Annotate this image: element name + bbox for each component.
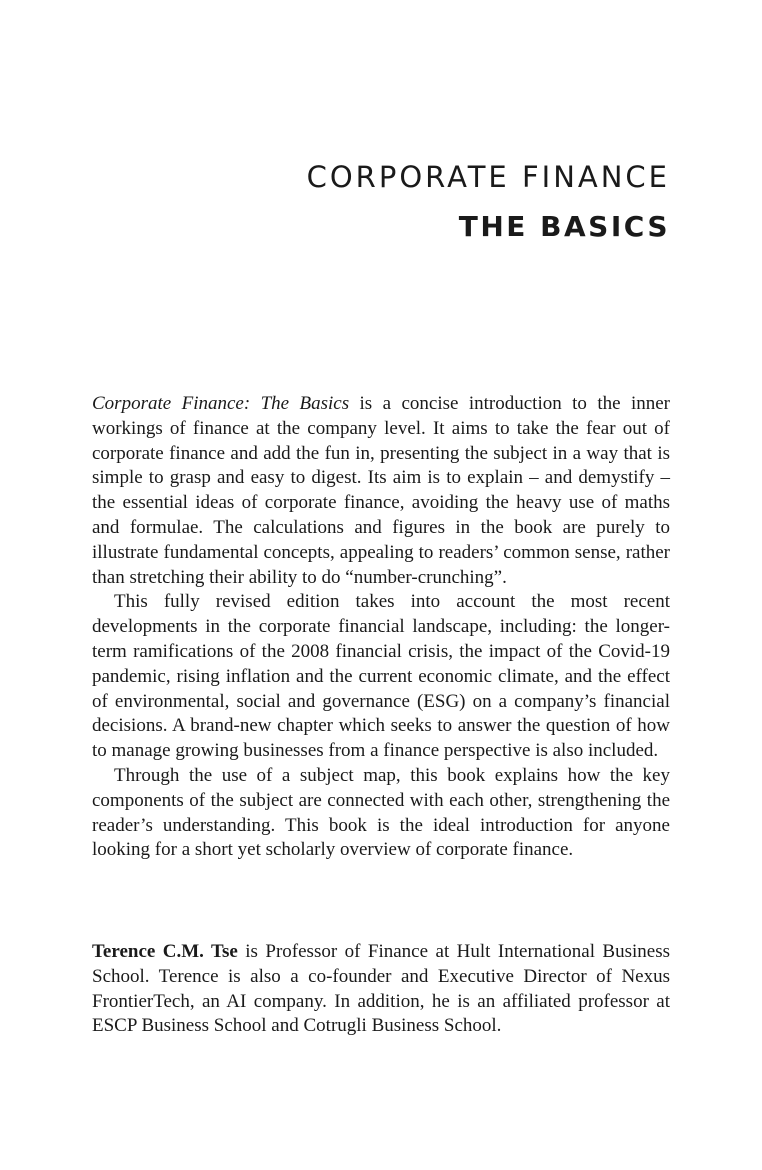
- title-main: CORPORATE FINANCE: [306, 160, 670, 194]
- description-paragraph-3: Through the use of a subject map, this book explains how the key components of the subject are connected with each other, strengthening the reader’s understanding. This book is the ideal introduction for anyone looking for a short yet scholarly overview of corporate finance.: [92, 764, 670, 861]
- description-paragraph-1-text: is a concise introduction to the inner workings of finance at the company level. It aims to take the fear out of corporate finance and add the fun in, presenting the subject in a way that is simple to grasp and easy to digest. Its aim is to explain – and demystify – the essential ideas of corporate finance, avoiding the heavy use of maths and formulae. The calculations and figures in the book are purely to illustrate fundamental concepts, appealing to readers’ common sense, rather than stretching their ability to do “number-crunching”.: [92, 393, 671, 588]
- author-name: Terence C.M. Tse: [92, 941, 238, 962]
- author-paragraph: [92, 940, 670, 1039]
- author-bio-text: is Professor of Finance at Hult International Business School. Terence is also a co-founder and Executive Director of Nexus FrontierTech, an AI company. In addition, he is an affiliated professor at ESCP Business School and Cotrugli Business School.: [92, 941, 671, 1037]
- book-title: [307, 158, 670, 246]
- title-subtitle: THE BASICS: [458, 210, 670, 243]
- description-paragraph-2: This fully revised edition takes into account the most recent developments in the corporate financial landscape, including: the longer-term ramifications of the 2008 financial crisis, the impact of the Covid-19 pandemic, rising inflation and the current economic climate, and the effect of environmental, social and governance (ESG) on a company’s financial decisions. A brand-new chapter which seeks to answer the question of how to manage growing businesses from a finance perspective is also included.: [92, 591, 670, 762]
- book-description: [92, 392, 670, 863]
- book-title-inline: Corporate Finance: The Basics: [92, 393, 350, 414]
- author-bio: [92, 940, 670, 1039]
- description-paragraph-1: [92, 392, 670, 590]
